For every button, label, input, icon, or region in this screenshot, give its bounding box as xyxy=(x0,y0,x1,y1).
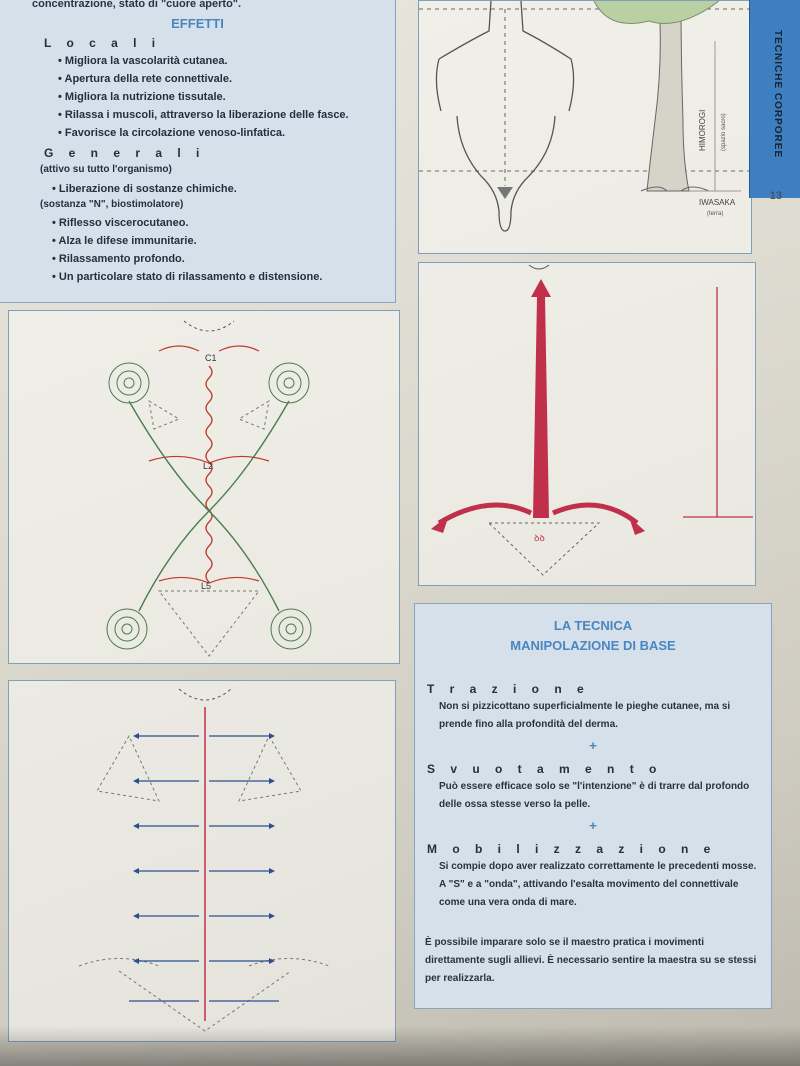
list-item: • Migliora la nutrizione tissutale. xyxy=(58,88,349,106)
tecnica-subtitle: MANIPOLAZIONE DI BASE xyxy=(510,638,676,653)
arrows-figure xyxy=(418,262,756,586)
list-item: • Riflesso viscerocutaneo. xyxy=(52,214,322,232)
plus-sign: + xyxy=(589,738,597,753)
list-item: • Migliora la vascolarità cutanea. xyxy=(58,52,349,70)
locali-list xyxy=(58,52,349,142)
arrow-grid-figure xyxy=(8,680,396,1042)
arrows-svg xyxy=(419,263,755,585)
list-item: • Alza le difese immunitarie. xyxy=(52,232,322,250)
generali-list xyxy=(52,180,237,198)
trazione-text: Non si pizzicottano superficialmente le pieghe cutanee, ma si prende fino alla profondità del derma. xyxy=(439,701,731,730)
svuotamento-text: Può essere efficace solo se "l'intenzione" è di trarre dal profondo delle ossa stesse verso la pelle. xyxy=(439,781,750,810)
arrow-grid-svg xyxy=(9,681,395,1041)
tecnica-box xyxy=(414,603,772,1009)
locali-label: L o c a l i xyxy=(44,36,162,50)
generali-label: G e n e r a l i xyxy=(44,146,206,160)
page-number: 13 xyxy=(769,190,782,202)
list-item: • Apertura della rete connettivale. xyxy=(58,70,349,88)
effetti-box xyxy=(0,0,396,303)
iwasaka-sub-label: (terra) xyxy=(707,211,724,217)
list-item: • Un particolare stato di rilassamento e distensione. xyxy=(52,268,322,286)
spine-spiral-figure xyxy=(8,310,400,664)
tree-body-svg xyxy=(419,1,751,253)
tecnica-title: LA TECNICA xyxy=(553,618,633,633)
sidebar-tab-label: TECNICHE CORPOREE xyxy=(772,30,783,159)
plus-sign: + xyxy=(589,818,597,833)
himorogi-sub-label: (spazio sacro) xyxy=(721,113,727,151)
l2-label: L2 xyxy=(203,461,214,471)
mobilizzazione-text: Si compie dopo aver realizzato correttamente le precedenti mosse. A "S" e a "onda", attivando l'esalta movimento del connettivale come una vera onda di mare. xyxy=(439,861,757,908)
tree-body-figure xyxy=(418,0,752,254)
trazione-label: T r a z i o n e xyxy=(427,682,590,696)
list-item: • Liberazione di sostanze chimiche. xyxy=(52,180,237,198)
final-note: È possibile imparare solo se il maestro pratica i movimenti direttamente sugli allievi. È necessario sentire la maestra su se stessi per realizzarla. xyxy=(425,937,757,984)
generali-sub: (attivo su tutto l'organismo) xyxy=(40,164,172,175)
himorogi-label: HIMOROGI xyxy=(698,109,707,151)
intro-line: concentrazione, stato di "cuore aperto". xyxy=(32,0,242,10)
page-shadow xyxy=(0,1026,800,1066)
list-item: • Favorisce la circolazione venoso-linfatica. xyxy=(58,124,349,142)
l5-label: L5 xyxy=(201,581,212,591)
list-item: • Rilassa i muscoli, attraverso la liberazione delle fasce. xyxy=(58,106,349,124)
svg-text:ꝺꝺ: ꝺꝺ xyxy=(534,533,545,543)
generali-list-2 xyxy=(52,214,322,286)
iwasaka-label: IWASAKA xyxy=(699,198,736,207)
spine-spiral-svg xyxy=(9,311,399,663)
svuotamento-label: S v u o t a m e n t o xyxy=(427,762,663,776)
mobilizzazione-label: M o b i l i z z a z i o n e xyxy=(427,842,717,856)
generali-note: (sostanza "N", biostimolatore) xyxy=(40,199,184,210)
c1-label: C1 xyxy=(205,353,217,363)
effetti-title: EFFETTI xyxy=(171,16,224,31)
list-item: • Rilassamento profondo. xyxy=(52,250,322,268)
